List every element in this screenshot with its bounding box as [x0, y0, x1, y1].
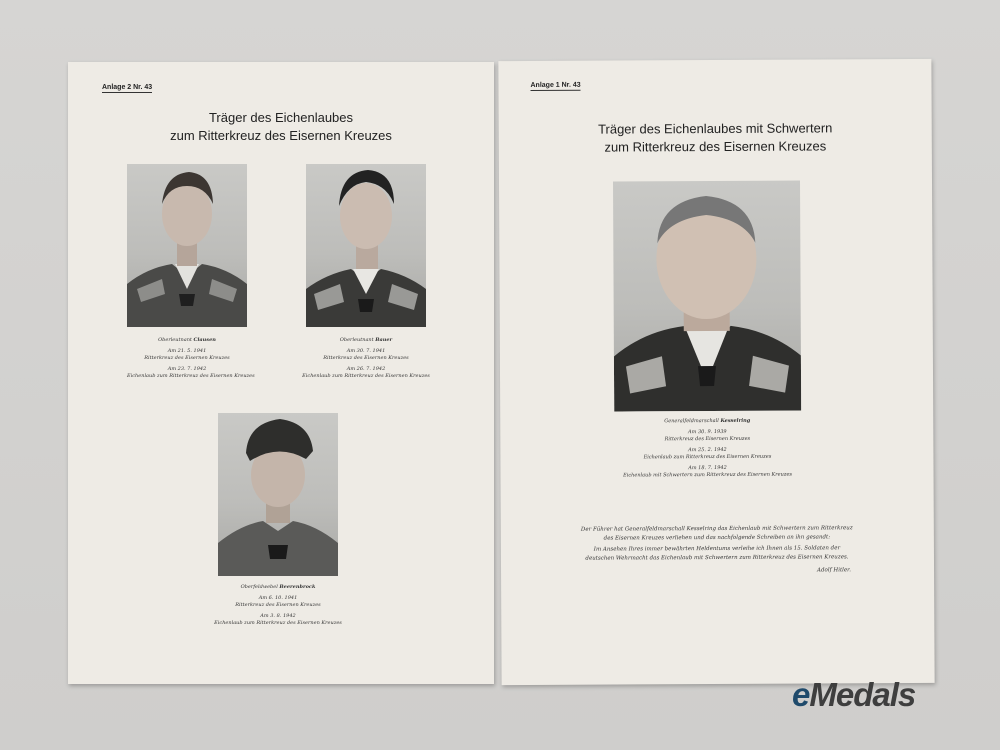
caption-rank: Oberleutnant: [158, 337, 194, 343]
caption-rank: Oberleutnant: [339, 337, 376, 343]
caption-bauer: [286, 337, 446, 380]
caption-line: Eichenlaub zum Ritterkreuz des Eisernen Kreuzes: [302, 373, 430, 379]
caption-rank: Oberfeldwebel: [240, 584, 280, 590]
caption-line: Eichenlaub zum Ritterkreuz des Eisernen Kreuzes: [643, 453, 772, 461]
emedals-logo: [792, 676, 915, 714]
caption-line: Ritterkreuz des Eisernen Kreuzes: [664, 435, 751, 443]
letter-line: deutschen Wehrmacht das Eichenlaub mit Schwertern zum Ritterkreuz des Eisernen Kreuzes.: [585, 554, 849, 562]
portrait-photo-beerenbrock: [218, 413, 338, 576]
caption-name: Bauer: [375, 337, 393, 343]
left-sheet: [68, 62, 494, 684]
caption-line: Am 26. 7. 1942: [346, 366, 386, 372]
portrait-photo-clausen: [127, 164, 247, 327]
caption-line: Am 18. 7. 1942: [688, 464, 727, 472]
sheet-tag: Anlage 1 Nr. 43: [530, 81, 581, 89]
letter-text: [525, 524, 909, 564]
caption-line: Eichenlaub mit Schwertern zum Ritterkreuz des Eisernen Kreuzes: [623, 471, 793, 479]
caption-line: Am 23. 7. 1942: [167, 366, 207, 372]
caption-line: Ritterkreuz des Eisernen Kreuzes: [144, 355, 230, 361]
caption-beerenbrock: [198, 584, 358, 627]
caption-line: Am 30. 9. 1939: [688, 428, 727, 436]
caption-line: Ritterkreuz des Eisernen Kreuzes: [235, 602, 321, 608]
logo-e: e: [792, 676, 810, 713]
sheet-tag: Anlage 2 Nr. 43: [102, 84, 153, 91]
caption-line: Ritterkreuz des Eisernen Kreuzes: [323, 355, 409, 361]
sheet-title-line2: zum Ritterkreuz des Eisernen Kreuzes: [170, 128, 392, 143]
letter-line: des Eisernen Kreuzes verliehen und das nachfolgende Schreiben an ihn gesandt:: [603, 534, 831, 542]
caption-kesselring: [607, 418, 807, 480]
sheet-title-line1: Träger des Eichenlaubes: [208, 110, 354, 125]
portrait-photo-bauer: [306, 164, 426, 327]
caption-line: Am 25. 2. 1942: [688, 446, 727, 454]
caption-rank: Generalfeldmarschall: [664, 417, 721, 425]
caption-line: Eichenlaub zum Ritterkreuz des Eisernen Kreuzes: [127, 373, 255, 379]
sheet-title-line2: zum Ritterkreuz des Eisernen Kreuzes: [604, 138, 827, 155]
caption-line: Am 21. 5. 1941: [167, 348, 207, 354]
letter-line: Im Ansehen Ihres immer bewährten Heldentums verleihe ich Ihnen als 15. Soldaten der: [593, 545, 841, 553]
letter-line: Der Führer hat Generalfeldmarschall Kesselring das Eichenlaub mit Schwertern zum Ritterkreuz: [580, 525, 853, 533]
caption-name: Clausen: [193, 337, 216, 343]
letter-signature: Adolf Hitler.: [817, 567, 851, 574]
caption-line: Am 30. 7. 1941: [346, 348, 386, 354]
caption-line: Eichenlaub zum Ritterkreuz des Eisernen Kreuzes: [214, 620, 342, 626]
caption-name: Kesselring: [720, 417, 751, 424]
sheet-title-line1: Träger des Eichenlaubes mit Schwertern: [597, 120, 833, 137]
portrait-photo-kesselring: [613, 181, 801, 412]
logo-text: Medals: [809, 676, 916, 713]
caption-line: Am 6. 10. 1941: [258, 595, 298, 601]
caption-name: Beerenbrock: [279, 584, 316, 590]
right-sheet: [498, 59, 934, 685]
caption-clausen: [127, 337, 255, 380]
caption-line: Am 3. 8. 1942: [260, 613, 296, 619]
